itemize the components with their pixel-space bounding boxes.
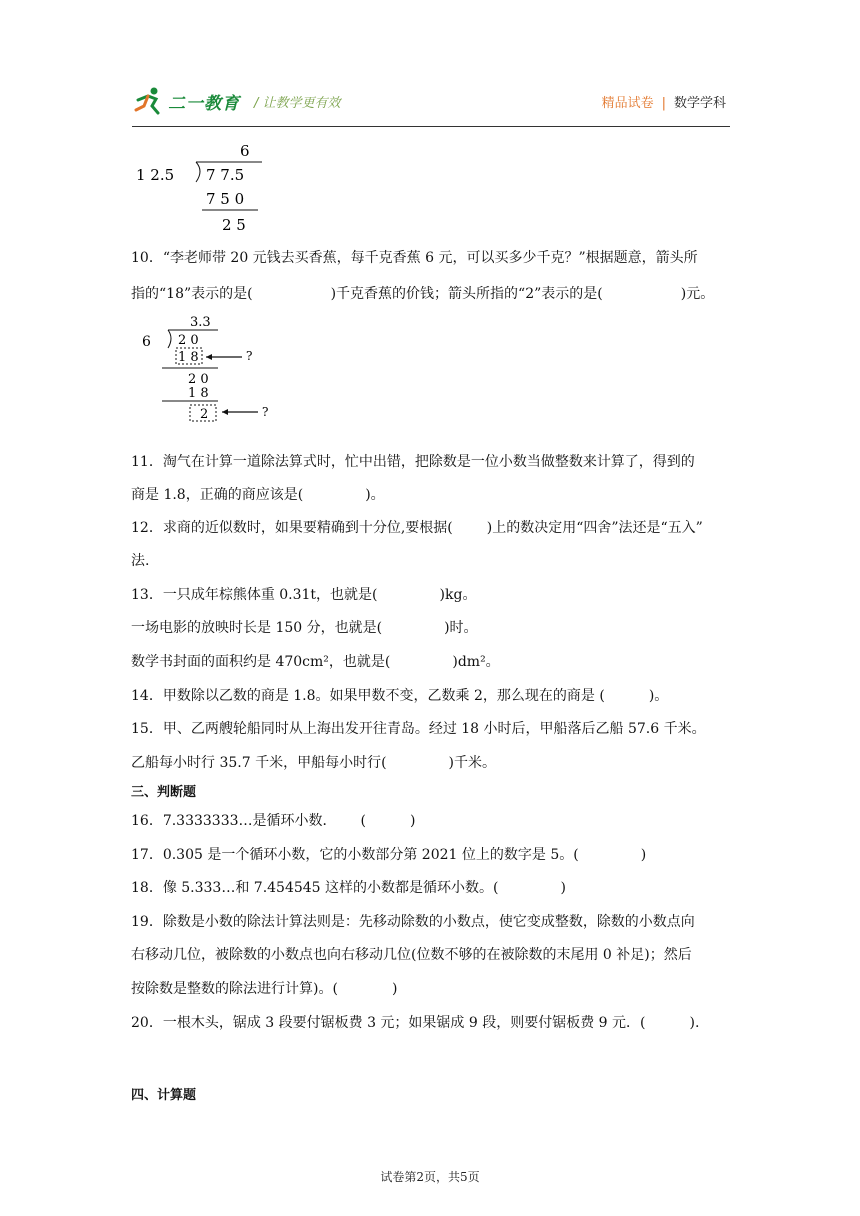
q15-text-b: )千米。 xyxy=(448,755,497,771)
question-14 xyxy=(131,686,668,706)
q10-text-c: )元。 xyxy=(680,286,715,302)
quotient: 6 xyxy=(240,142,250,160)
question-19-line-3 xyxy=(131,979,397,999)
q19-text: 按除数是整数的除法进行计算)。( xyxy=(131,981,338,997)
header-divider xyxy=(132,126,730,127)
dividend: 2 0 xyxy=(178,333,199,348)
q14-text-b: )。 xyxy=(648,688,669,704)
section-3-title: 三、判断题 xyxy=(131,785,197,800)
section-4-title: 四、计算题 xyxy=(131,1088,197,1103)
remainder-1: 2 0 xyxy=(188,372,209,387)
product-1: 1 8 xyxy=(178,350,199,365)
q20-close: ). xyxy=(689,1015,700,1031)
question-13-line-3 xyxy=(131,652,500,672)
slogan: / 让教学更有效 xyxy=(254,96,341,111)
question-15-line-2 xyxy=(131,753,496,773)
question-11-line-1: 11．淘气在计算一道除法算式时，忙中出错，把除数是一位小数当做整数来计算了，得到的 xyxy=(131,454,695,470)
header-tags xyxy=(602,92,726,111)
q16-text: 16．7.3333333…是循环小数． xyxy=(131,813,337,829)
q13-text-c: 一场电影的放映时长是 150 分，也就是( xyxy=(131,620,383,636)
q15-text-a: 乙船每小时行 35.7 千米，甲船每小时行( xyxy=(131,755,387,771)
q17-text: 17．0.305 是一个循环小数，它的小数部分第 2021 位上的数字是 5。( xyxy=(131,847,579,863)
brand-name: 二一教育 xyxy=(168,94,240,114)
q16-close: ) xyxy=(410,813,416,829)
question-16 xyxy=(131,811,415,831)
question-10-line-2 xyxy=(131,284,714,304)
question-17 xyxy=(131,845,646,865)
product: 7 5 0 xyxy=(206,190,245,208)
dividend: 7 7.5 xyxy=(206,166,245,184)
quotient: 3.3 xyxy=(190,315,211,330)
divisor: 1 2.5 xyxy=(136,166,175,184)
question-19-line-2: 右移动几位，被除数的小数点也向右移动几位(位数不够的在被除数的末尾用 0 补足)；然后 xyxy=(131,947,692,963)
question-12-line-2: 法. xyxy=(131,553,150,569)
question-15-line-1: 15．甲、乙两艘轮船同时从上海出发开往青岛。经过 18 小时后，甲船落后乙船 57.6 千米。 xyxy=(131,721,706,737)
question-20 xyxy=(131,1013,699,1033)
divisor: 6 xyxy=(142,334,151,350)
page-header xyxy=(132,86,730,120)
question-mark: ? xyxy=(262,405,269,419)
q10-text-a: 指的“18”表示的是( xyxy=(131,286,253,302)
long-division-2 xyxy=(138,312,288,426)
q19-close: ) xyxy=(391,981,398,997)
remainder: 2 5 xyxy=(222,216,246,234)
question-13-line-2 xyxy=(131,618,478,638)
runner-icon xyxy=(132,86,168,116)
question-11-line-2 xyxy=(131,485,385,505)
q13-text-b: )kg。 xyxy=(439,587,477,603)
tag-premium: 精品试卷 xyxy=(601,96,654,111)
question-10-line-1: 10．“李老师带 20 元钱去买香蕉，每千克香蕉 6 元，可以买多少千克？”根据题意，箭头所 xyxy=(131,250,698,266)
q17-close: ) xyxy=(640,847,647,863)
q18-text: 18．像 5.333…和 7.454545 这样的小数都是循环小数。( xyxy=(131,880,499,896)
q18-close: ) xyxy=(560,880,566,896)
q13-text-d: )时。 xyxy=(444,620,478,636)
question-18 xyxy=(131,878,566,898)
page-footer: 试卷第2页，共5页 xyxy=(380,1170,480,1184)
q10-text-b: )千克香蕉的价钱；箭头所指的“2”表示的是( xyxy=(330,286,603,302)
brand-logo xyxy=(132,86,262,118)
q11-text-b: )。 xyxy=(365,487,385,503)
q11-text-a: 商是 1.8，正确的商应该是( xyxy=(131,487,304,503)
long-division-1 xyxy=(132,138,272,238)
question-mark: ? xyxy=(246,349,253,363)
tag-subject: 数学学科 xyxy=(673,96,726,111)
question-19-line-1: 19．除数是小数的除法计算法则是：先移动除数的小数点，使它变成整数，除数的小数点向 xyxy=(131,914,695,930)
q13-text-f: )dm²。 xyxy=(452,654,500,670)
q16-open: ( xyxy=(360,813,366,829)
product-2: 1 8 xyxy=(188,386,209,401)
q13-text-a: 13．一只成年棕熊体重 0.31t，也就是( xyxy=(131,587,378,603)
tag-separator: | xyxy=(661,96,666,111)
q12-text-a: 12．求商的近似数时，如果要精确到十分位,要根据( xyxy=(131,520,453,536)
question-13-line-1 xyxy=(131,585,476,605)
remainder-2: 2 xyxy=(200,407,209,422)
q20-text: 20．一根木头，锯成 3 段要付锯板费 3 元；如果锯成 9 段，则要付锯板费 9 元．( xyxy=(131,1015,646,1031)
q13-text-e: 数学书封面的面积约是 470cm²，也就是( xyxy=(131,654,391,670)
question-12-line-1 xyxy=(131,518,703,538)
q14-text-a: 14．甲数除以乙数的商是 1.8。如果甲数不变，乙数乘 2，那么现在的商是 ( xyxy=(131,688,605,704)
q12-text-b: )上的数决定用“四舍”法还是“五入” xyxy=(486,520,703,536)
